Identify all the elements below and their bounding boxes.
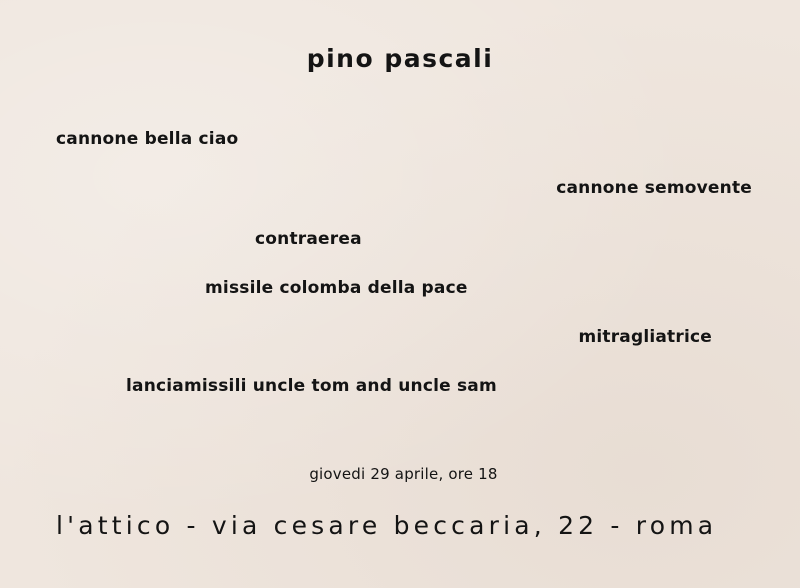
work-title: mitragliatrice — [578, 327, 712, 347]
event-date: giovedi 29 aprile, ore 18 — [309, 465, 498, 483]
venue-address: l'attico - via cesare beccaria, 22 - roma — [56, 511, 718, 540]
work-title: cannone bella ciao — [56, 129, 239, 149]
artist-name: pino pascali — [306, 44, 494, 73]
work-title: missile colomba della pace — [205, 278, 468, 298]
work-title: cannone semovente — [556, 178, 752, 198]
work-title: lanciamissili uncle tom and uncle sam — [126, 376, 497, 396]
work-title: contraerea — [255, 229, 362, 249]
